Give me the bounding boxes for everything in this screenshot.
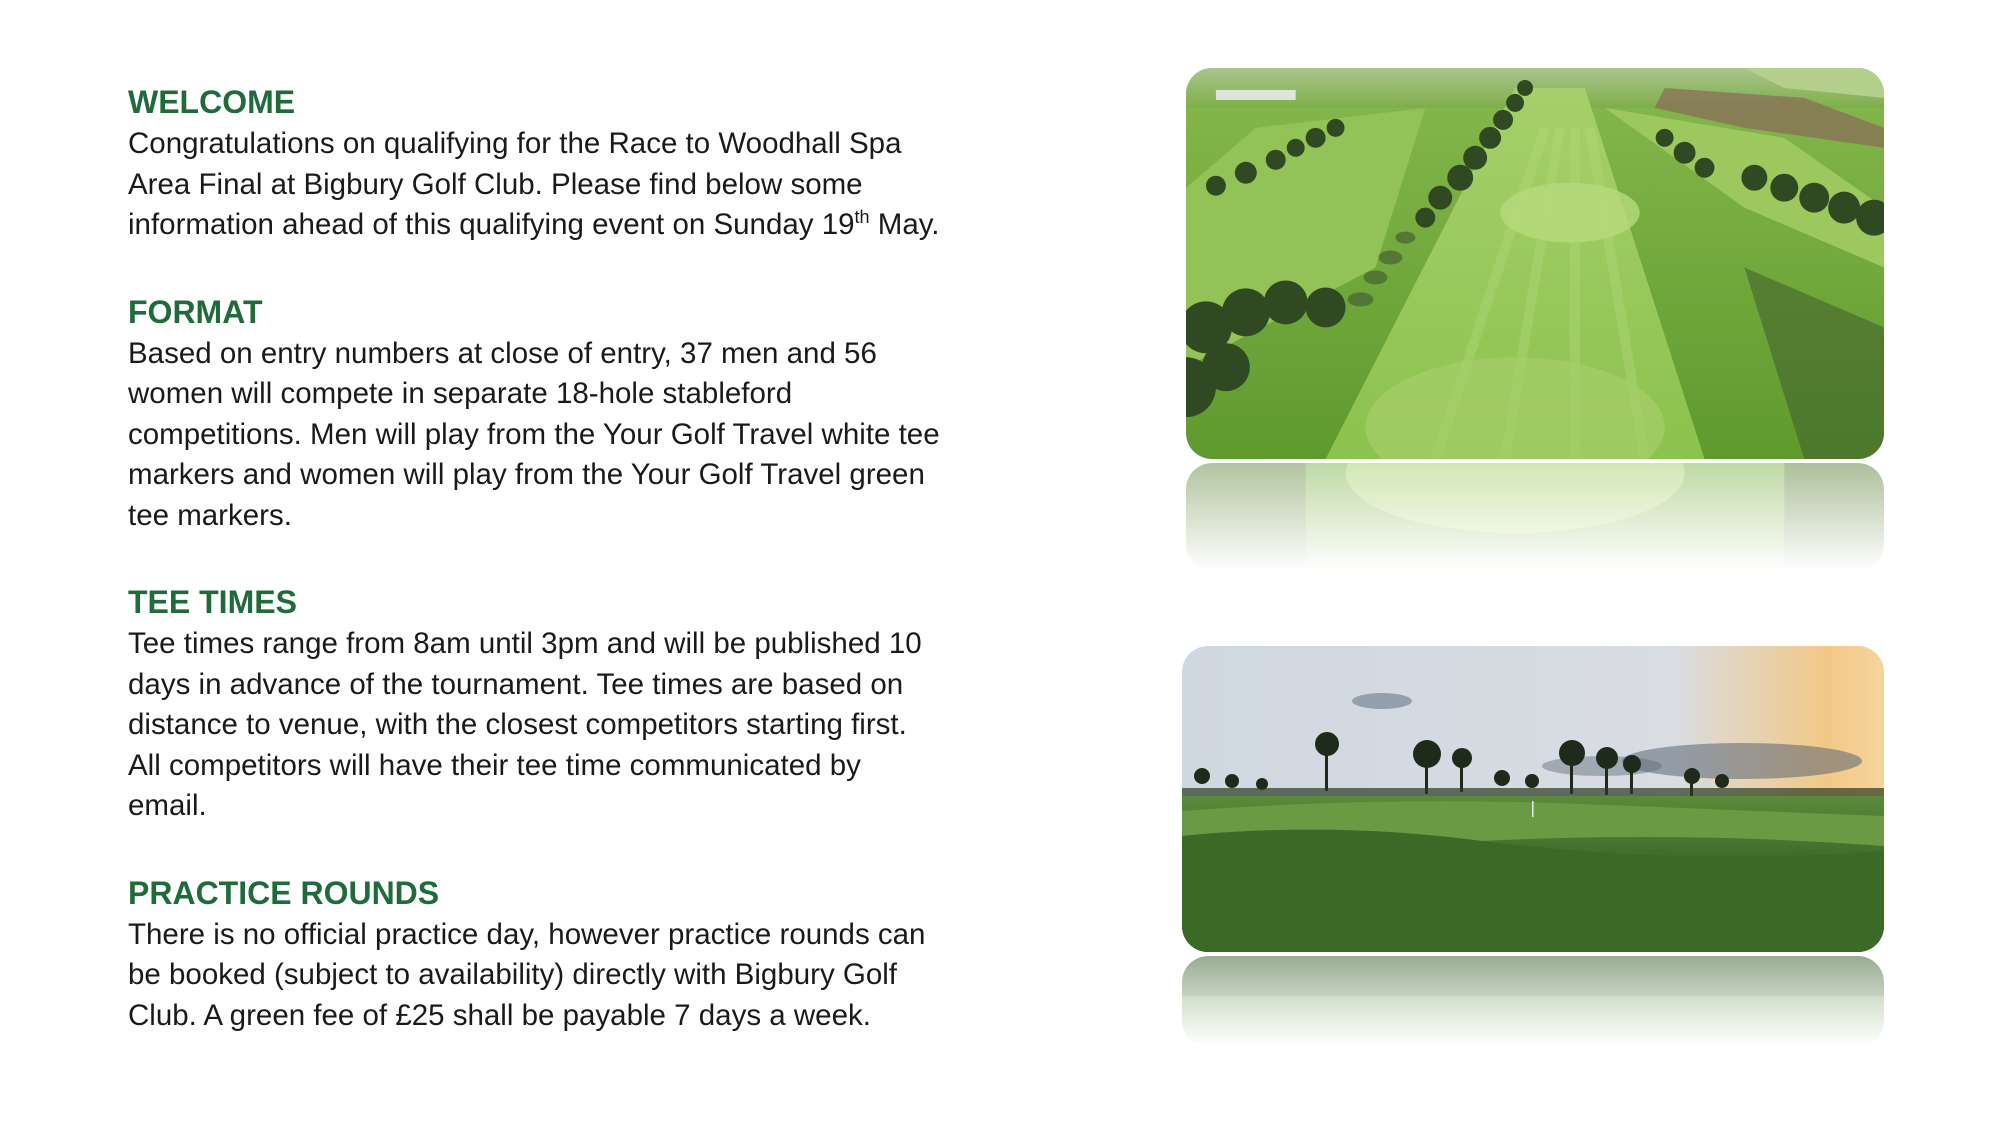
format-section bbox=[128, 290, 1008, 537]
welcome-section bbox=[128, 80, 1008, 246]
format-line: women will compete in separate 18-hole stableford bbox=[128, 377, 793, 410]
aerial-fairway-illustration bbox=[1186, 68, 1884, 459]
format-line: Based on entry numbers at close of entry, 37 men and 56 bbox=[128, 336, 877, 370]
date-ordinal-suffix: th bbox=[854, 207, 870, 228]
format-heading: FORMAT bbox=[128, 293, 263, 330]
aerial-fairway-photo bbox=[1186, 68, 1884, 459]
sunset-green-photo-reflection bbox=[1182, 956, 1884, 1046]
welcome-line: May. bbox=[869, 208, 940, 241]
tee-times-line: All competitors will have their tee time communicated by bbox=[128, 748, 861, 782]
tee-times-line: Tee times range from 8am until 3pm and will be published 10 bbox=[128, 627, 922, 660]
tee-times-line: email. bbox=[128, 789, 207, 822]
tee-times-line: days in advance of the tournament. Tee times are based on bbox=[128, 667, 904, 701]
welcome-line: Area Final at Bigbury Golf Club. Please find below some bbox=[128, 167, 863, 201]
aerial-fairway-photo-reflection bbox=[1186, 463, 1884, 571]
welcome-line: information ahead of this qualifying event on Sunday 19 bbox=[128, 208, 855, 241]
practice-rounds-line: be booked (subject to availability) directly with Bigbury Golf bbox=[128, 958, 898, 991]
welcome-heading: WELCOME bbox=[128, 84, 296, 120]
practice-rounds-heading: PRACTICE ROUNDS bbox=[128, 874, 440, 911]
text-column bbox=[128, 80, 1008, 1080]
tee-times-text bbox=[128, 624, 1008, 827]
tee-times-heading: TEE TIMES bbox=[128, 584, 297, 620]
practice-rounds-line: Club. A green fee of £25 shall be payable 7 days a week. bbox=[128, 998, 871, 1032]
practice-rounds-line: There is no official practice day, however practice rounds can bbox=[128, 917, 926, 951]
welcome-text bbox=[128, 124, 1008, 246]
practice-rounds-section bbox=[128, 871, 1008, 1037]
reflection-illustration bbox=[1182, 956, 1884, 1046]
sunset-green-photo bbox=[1182, 646, 1884, 952]
format-line: markers and women will play from the Your Golf Travel green bbox=[128, 458, 925, 491]
practice-rounds-text bbox=[128, 915, 1008, 1037]
format-line: competitions. Men will play from the Your Golf Travel white tee bbox=[128, 417, 940, 451]
tee-times-line: distance to venue, with the closest competitors starting first. bbox=[128, 708, 907, 741]
sunset-green-illustration bbox=[1182, 646, 1884, 952]
format-text bbox=[128, 334, 1008, 537]
welcome-line: Congratulations on qualifying for the Race to Woodhall Spa bbox=[128, 127, 902, 160]
tee-times-section bbox=[128, 580, 1008, 827]
reflection-illustration bbox=[1186, 463, 1884, 571]
format-line: tee markers. bbox=[128, 498, 292, 532]
